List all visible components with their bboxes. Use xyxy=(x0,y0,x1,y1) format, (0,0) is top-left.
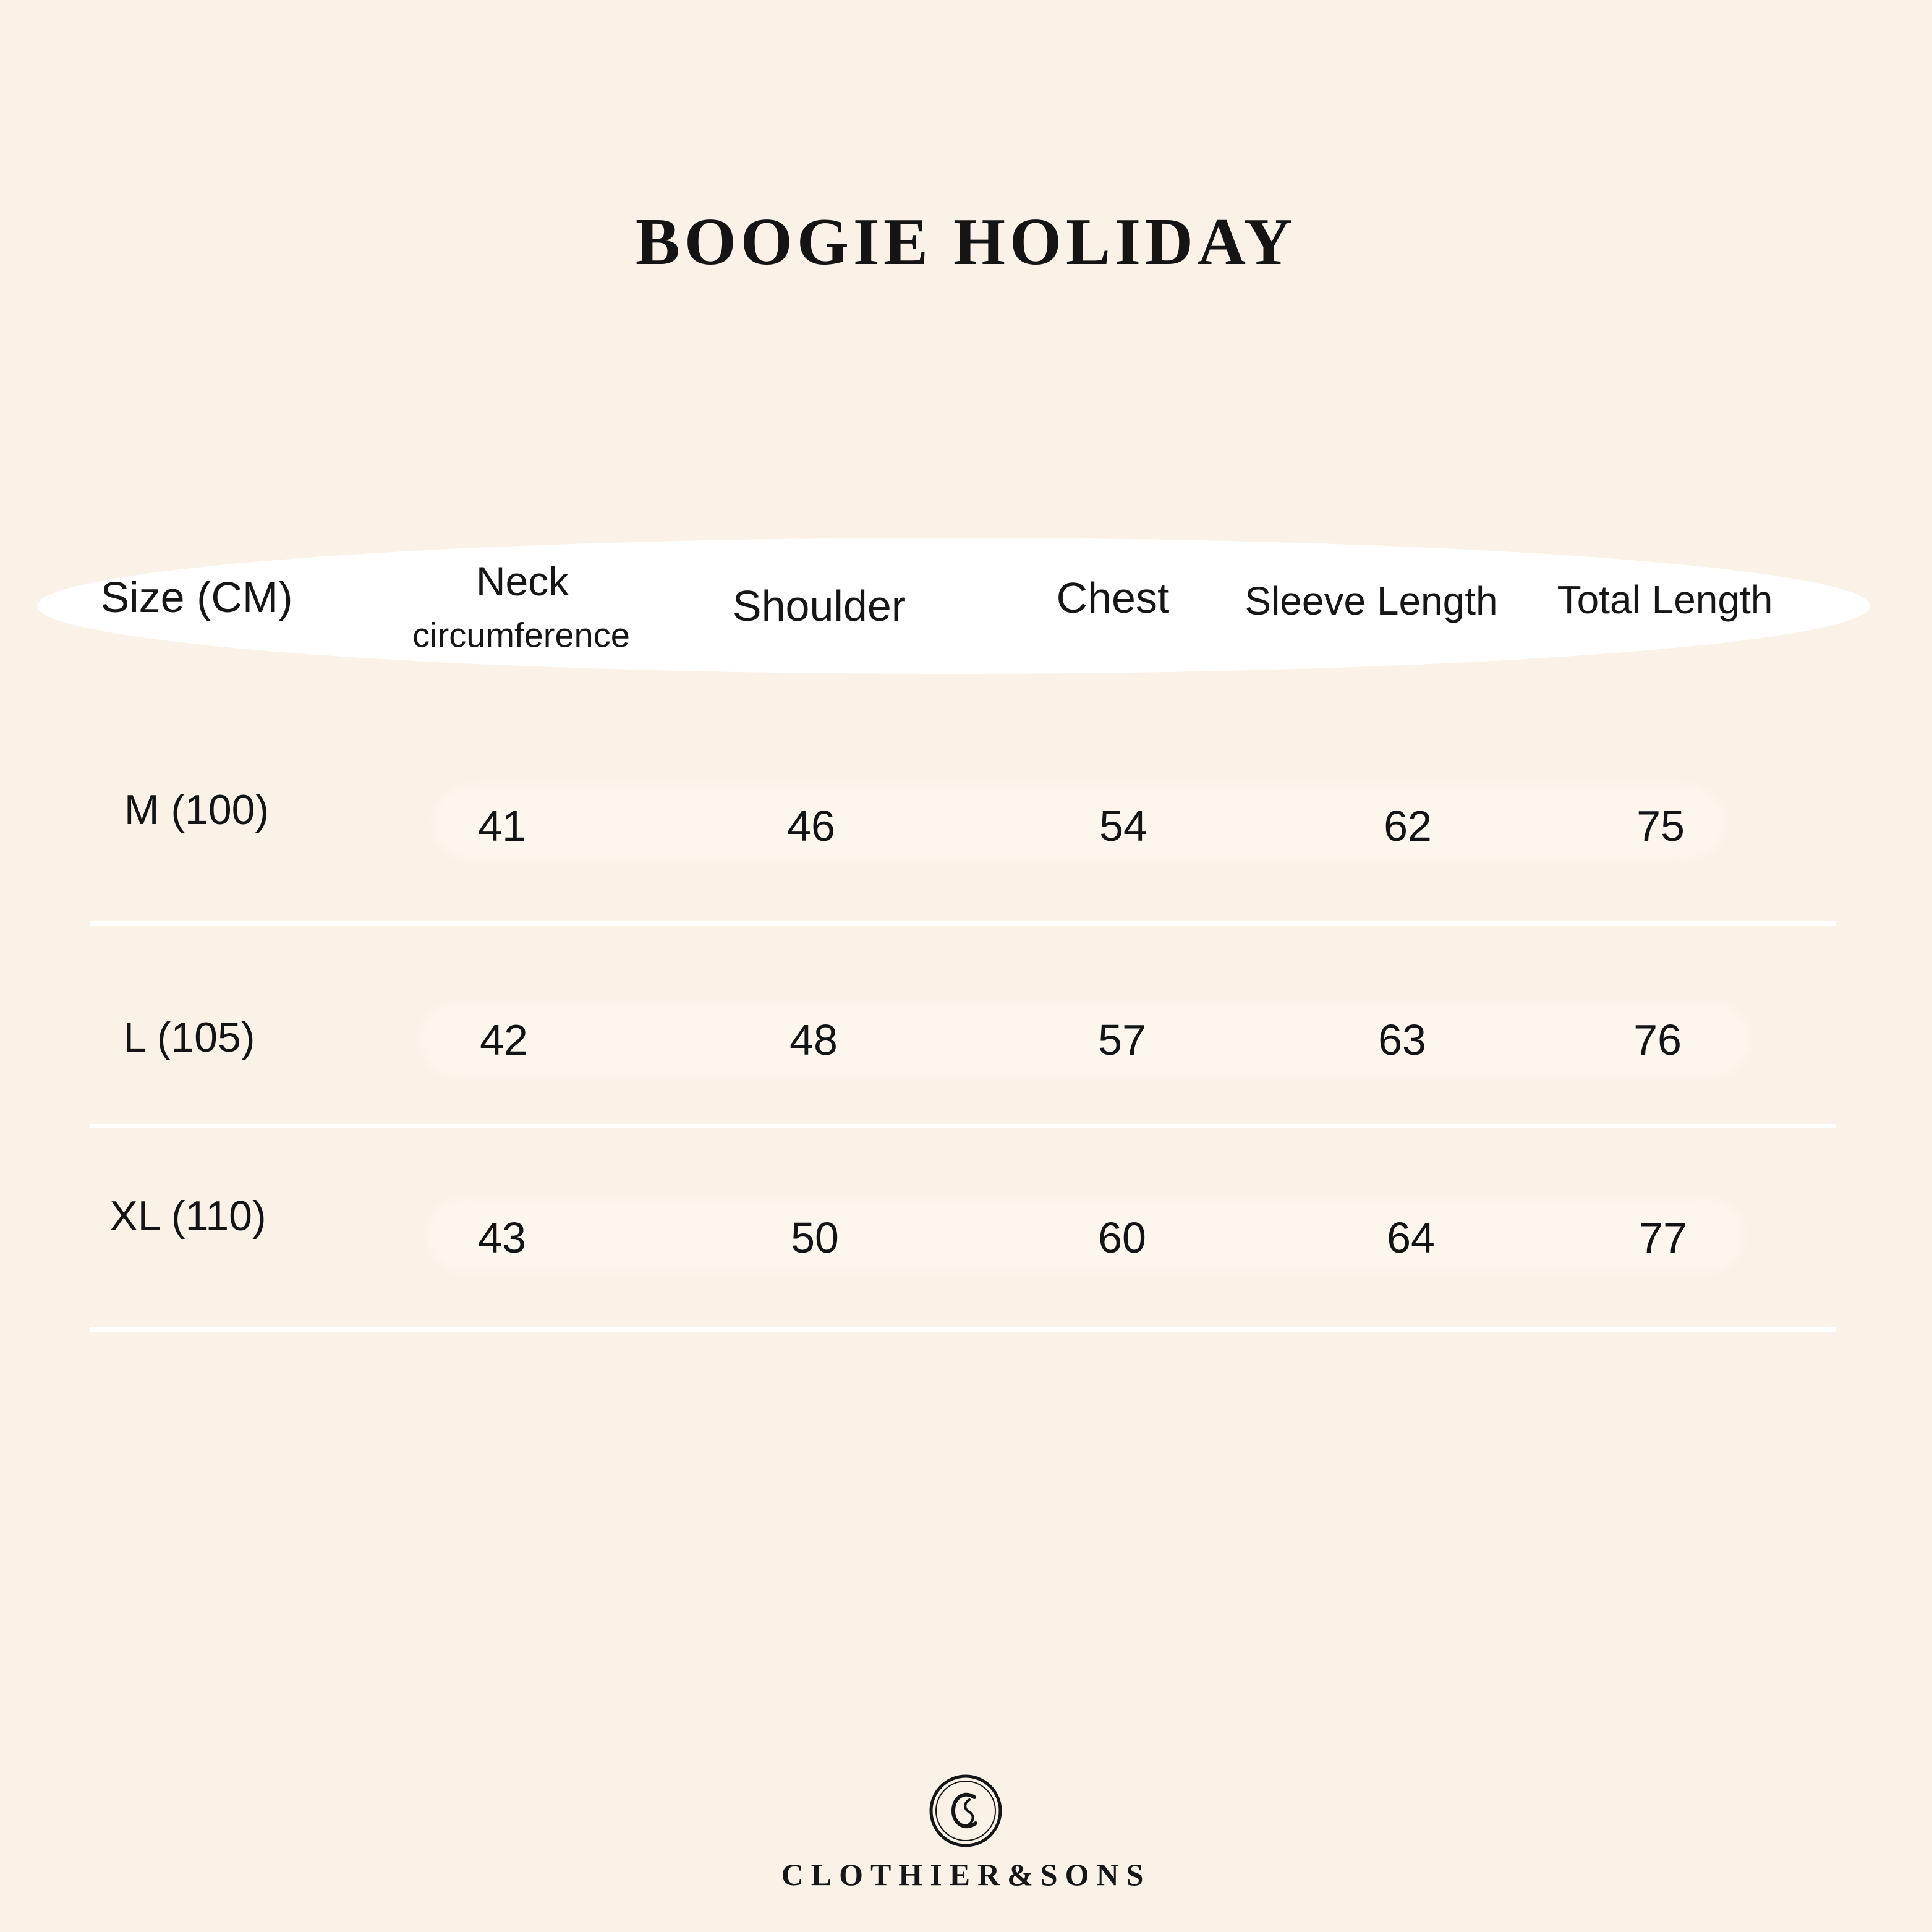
header-size: Size (CM) xyxy=(100,573,293,621)
cell-size: L (105) xyxy=(123,1014,255,1061)
cell-chest: 57 xyxy=(1098,1016,1146,1064)
header-neck-sub: circumference xyxy=(412,615,630,655)
page-title: BOOGIE HOLIDAY xyxy=(635,205,1297,279)
cell-neck: 43 xyxy=(478,1214,526,1262)
cell-shoulder: 46 xyxy=(787,802,835,850)
cell-size: XL (110) xyxy=(109,1193,266,1240)
cell-size: M (100) xyxy=(124,786,270,833)
cell-total-length: 75 xyxy=(1636,802,1685,850)
row-highlight xyxy=(420,1003,1750,1077)
row-highlight xyxy=(427,1198,1743,1272)
row-divider xyxy=(90,1124,1836,1128)
cell-sleeve-length: 63 xyxy=(1378,1016,1426,1064)
header-chest: Chest xyxy=(1056,574,1170,622)
cell-chest: 60 xyxy=(1098,1214,1146,1262)
row-highlight xyxy=(433,785,1725,859)
cell-sleeve-length: 62 xyxy=(1384,802,1432,850)
cell-shoulder: 48 xyxy=(789,1016,838,1064)
header-total-length: Total Length xyxy=(1557,577,1773,622)
cell-neck: 42 xyxy=(480,1016,528,1064)
cell-chest: 54 xyxy=(1099,802,1147,850)
cs-monogram-icon xyxy=(929,1774,1003,1848)
row-divider xyxy=(90,921,1836,926)
cell-neck: 41 xyxy=(478,802,526,850)
cell-sleeve-length: 64 xyxy=(1387,1214,1435,1262)
header-sleeve-length: Sleeve Length xyxy=(1245,579,1498,623)
row-divider xyxy=(90,1327,1836,1332)
cell-total-length: 76 xyxy=(1633,1016,1682,1064)
cell-total-length: 77 xyxy=(1639,1214,1687,1262)
cell-shoulder: 50 xyxy=(791,1214,839,1262)
header-neck: Neck xyxy=(475,558,569,604)
brand-name: CLOTHIER&SONS xyxy=(781,1857,1151,1892)
header-shoulder: Shoulder xyxy=(732,582,906,630)
